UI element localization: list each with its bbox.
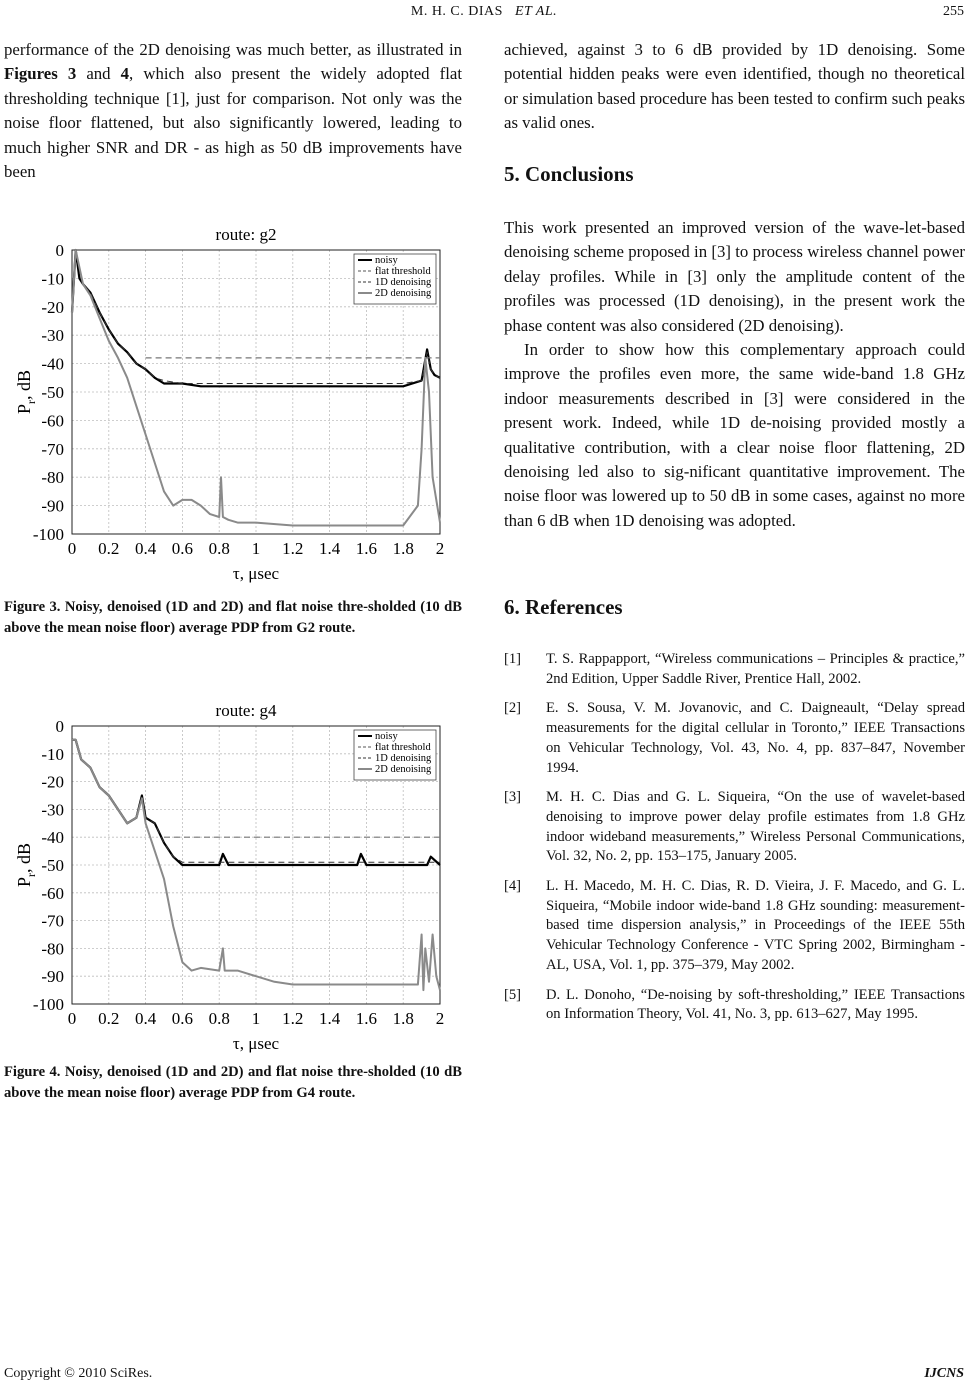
paragraph-intro: performance of the 2D denoising was much better, as illustrated in Figures 3 and 4, which also present the widely adopted flat thresholding technique [1], just for comparison. Not only was the noise floor flattened, but also significantly lowered, leading to much higher SNR and DR - as high as 50 dB improvements have been <box>4 40 462 182</box>
y-tick-label: -60 <box>41 883 64 903</box>
y-tick-label: -50 <box>41 856 64 875</box>
figure-4 <box>10 688 450 1065</box>
y-tick-label: -80 <box>41 939 64 959</box>
x-tick-label: 0.4 <box>134 539 157 558</box>
paragraph-conclusions-1: This work presented an improved version of the wave-let-based denoising scheme proposed in [3] to process wireless channel power delay profiles. While in [3] only the amplitude content of the profiles was processed (1D denoising), in the present work the phase content was also considered (2D denoising). <box>504 218 965 335</box>
legend-label: noisy <box>375 255 398 266</box>
figure-3-chart <box>10 212 450 590</box>
chart-title: route: g2 <box>215 225 277 244</box>
x-tick-label: 1.6 <box>355 539 378 558</box>
x-tick-label: 2 <box>435 539 445 558</box>
journal-name: IJCNS <box>924 1366 964 1381</box>
legend-label: 2D denoising <box>375 288 432 299</box>
legend-label: 1D denoising <box>375 753 432 764</box>
reference-item: [2] E. S. Sousa, V. M. Jovanovic, and C. Daigneault, “Delay spread measurements for the digital cellular in Toronto,” IEEE Transactions on Vehicular Technology, Vol. 43, No. 4, pp. 837–847, November 1994. <box>504 700 965 776</box>
y-tick-label: -60 <box>41 411 64 431</box>
x-tick-label: 0.4 <box>134 1009 157 1028</box>
section-heading-conclusions: 5. Conclusions <box>504 162 634 186</box>
x-tick-label: 0.6 <box>171 539 194 558</box>
page-footer <box>4 1366 964 1382</box>
x-axis-label: τ, μsec <box>232 564 280 583</box>
paragraph-conclusions-2: In order to show how this complementary approach could improve the profiles even more, the same wide-band 1.8 GHz indoor measurements described in [3] were considered in the present work. Indeed, while 1D de-noising provided mostly a qualitative contribution, with a clear noise floor flattening, 2D denoising led also to sig-nificant quantitative improvement. The noise floor was lowered up to 50 dB in some cases, against no more than 6 dB when 1D denoising was adopted. <box>504 340 965 530</box>
y-tick-label: -20 <box>41 297 64 317</box>
x-tick-label: 1.6 <box>355 1009 378 1028</box>
legend-label: 2D denoising <box>375 764 432 775</box>
y-tick-label: -30 <box>41 800 64 820</box>
x-tick-label: 0.6 <box>171 1009 194 1028</box>
reference-item: [5] D. L. Donoho, “De-noising by soft-thresholding,” IEEE Transactions on Information Theory, Vol. 41, No. 3, pp. 613–627, May 1995. <box>504 986 965 1023</box>
y-axis-label: $P_r$, dB <box>14 842 38 888</box>
reference-item: [3] M. H. C. Dias and G. L. Siqueira, “On the use of wavelet-based denoising to improve power delay profile estimates from 1.8 GHz indoor wideband measurements,” Wireless Personal Communications, Vol. 32, No. 2, pp. 153–175, January 2005. <box>504 789 965 865</box>
chart-title: route: g4 <box>215 701 277 720</box>
x-tick-label: 1.8 <box>392 539 414 558</box>
y-tick-label: -40 <box>41 354 64 374</box>
y-tick-label: -70 <box>41 439 64 459</box>
right-column-text <box>504 38 965 136</box>
y-tick-label: -80 <box>41 468 64 488</box>
y-tick-label: 0 <box>55 241 64 260</box>
y-tick-label: -20 <box>41 772 64 792</box>
legend-label: noisy <box>375 731 398 742</box>
x-tick-label: 1.8 <box>392 1009 414 1028</box>
x-tick-label: 1.4 <box>318 1009 341 1028</box>
x-tick-label: 0.8 <box>208 1009 230 1028</box>
copyright-notice: Copyright © 2010 SciRes. <box>4 1366 153 1381</box>
y-tick-label: -10 <box>41 269 64 289</box>
figure-3 <box>10 212 450 595</box>
legend-label: 1D denoising <box>375 277 432 288</box>
x-tick-label: 0.2 <box>98 539 120 558</box>
figure-4-caption: Figure 4. Noisy, denoised (1D and 2D) and flat noise thre-sholded (10 dB above the mean noise floor) average PDP from G4 route. <box>4 1064 462 1101</box>
section-heading-references: 6. References <box>504 595 623 619</box>
reference-list <box>504 650 965 1035</box>
y-tick-label: -50 <box>41 383 64 402</box>
conclusions-text <box>504 216 965 533</box>
legend-label: flat threshold <box>375 266 431 277</box>
y-tick-label: -90 <box>41 967 64 987</box>
y-tick-label: 0 <box>55 717 64 736</box>
y-axis-label: $P_r$, dB <box>14 369 38 415</box>
y-tick-label: -100 <box>32 995 64 1014</box>
chart-legend <box>354 254 436 304</box>
paragraph-continued: achieved, against 3 to 6 dB provided by 1D denoising. Some potential hidden peaks were even identified, though no theoretical or simulation based procedure has been tested to confirm such peaks as valid ones. <box>504 40 965 133</box>
x-tick-label: 1.2 <box>282 539 304 558</box>
x-tick-label: 0 <box>67 1009 77 1028</box>
page-header <box>0 4 968 26</box>
figure-4-chart <box>10 688 450 1060</box>
page-number: 255 <box>943 4 964 19</box>
reference-item: [1] T. S. Rappapport, “Wireless communications – Principles & practice,” 2nd Edition, Upper Saddle River, Prentice Hall, 2002. <box>504 651 965 687</box>
chart-legend <box>354 730 436 780</box>
y-tick-label: -90 <box>41 496 64 516</box>
x-axis-label: τ, μsec <box>232 1034 280 1053</box>
running-author: M. H. C. DIAS ET AL. <box>410 4 558 19</box>
reference-item: [4] L. H. Macedo, M. H. C. Dias, R. D. Vieira, J. F. Macedo, and G. L. Siqueira, “Mobile indoor wide-band 1.8 GHz sounding: measurement-based time dispersion analysis,” in Proceedings of the IEEE 55th Vehicular Technology Conference - VTC Spring 2002, Birmingham - AL, USA, Vol. 1, pp. 375–379, May 2002. <box>504 878 965 973</box>
x-tick-label: 2 <box>435 1009 445 1028</box>
x-tick-label: 1 <box>251 539 261 558</box>
x-tick-label: 1.2 <box>282 1009 304 1028</box>
y-tick-label: -40 <box>41 828 64 848</box>
y-tick-label: -30 <box>41 326 64 346</box>
y-tick-label: -100 <box>32 525 64 544</box>
x-tick-label: 1.4 <box>318 539 341 558</box>
x-tick-label: 0.2 <box>98 1009 120 1028</box>
legend-label: flat threshold <box>375 742 431 753</box>
x-tick-label: 0.8 <box>208 539 230 558</box>
y-tick-label: -70 <box>41 911 64 931</box>
x-tick-label: 0 <box>67 539 77 558</box>
y-tick-label: -10 <box>41 744 64 764</box>
x-tick-label: 1 <box>251 1009 261 1028</box>
figure-3-caption: Figure 3. Noisy, denoised (1D and 2D) and flat noise thre-sholded (10 dB above the mean noise floor) average PDP from G2 route. <box>4 599 462 636</box>
left-column-text <box>4 38 462 184</box>
